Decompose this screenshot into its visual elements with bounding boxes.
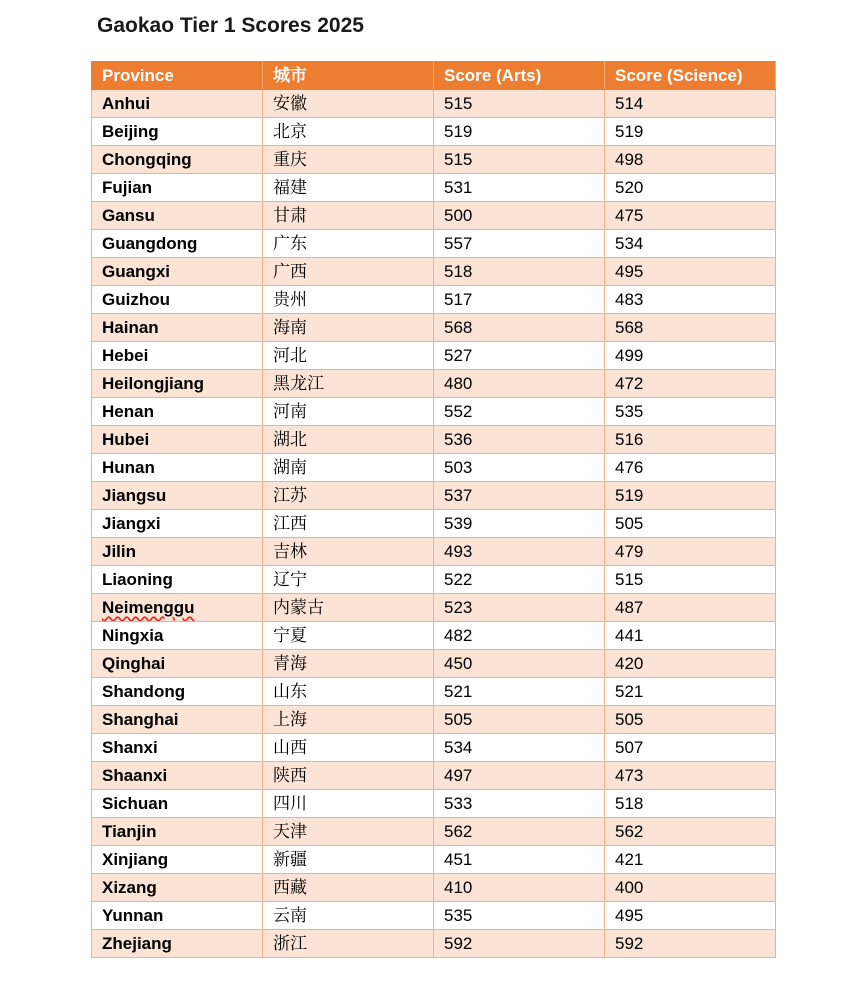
score-science-cell-text: 507 — [615, 738, 644, 757]
table-row — [92, 454, 776, 482]
city-cell — [263, 678, 434, 706]
score-science-cell — [605, 706, 776, 734]
score-science-cell-text: 420 — [615, 654, 644, 673]
score-arts-cell-text: 534 — [444, 738, 473, 757]
score-arts-cell — [434, 174, 605, 202]
province-cell — [92, 594, 263, 622]
province-cell — [92, 370, 263, 398]
score-science-cell-text: 534 — [615, 234, 644, 253]
city-cell — [263, 622, 434, 650]
score-science-cell — [605, 622, 776, 650]
score-science-cell-text: 514 — [615, 94, 644, 113]
province-cell-text: Xinjiang — [102, 850, 169, 869]
table-row — [92, 342, 776, 370]
province-cell — [92, 706, 263, 734]
province-cell — [92, 566, 263, 594]
score-arts-cell-text: 536 — [444, 430, 473, 449]
city-cell-text: 黑龙江 — [273, 374, 324, 393]
city-cell — [263, 314, 434, 342]
province-cell-text: Neimenggu — [102, 598, 195, 617]
score-science-cell-text: 505 — [615, 514, 644, 533]
table-row — [92, 790, 776, 818]
province-cell-text: Hainan — [102, 318, 159, 337]
score-science-cell — [605, 594, 776, 622]
city-cell — [263, 930, 434, 958]
score-arts-cell — [434, 482, 605, 510]
city-cell-text: 吉林 — [273, 542, 307, 561]
province-cell — [92, 342, 263, 370]
city-cell-text: 陕西 — [273, 766, 307, 785]
score-arts-cell — [434, 146, 605, 174]
score-science-cell-text: 495 — [615, 262, 644, 281]
province-cell — [92, 174, 263, 202]
city-cell-text: 江西 — [273, 514, 307, 533]
province-cell-text: Guangdong — [102, 234, 198, 253]
score-science-cell-text: 562 — [615, 822, 644, 841]
score-arts-cell — [434, 398, 605, 426]
city-cell — [263, 202, 434, 230]
score-science-cell-text: 520 — [615, 178, 644, 197]
score-arts-cell-text: 562 — [444, 822, 473, 841]
city-cell-text: 北京 — [273, 122, 307, 141]
table-row — [92, 174, 776, 202]
province-cell-text: Henan — [102, 402, 154, 421]
score-science-cell — [605, 566, 776, 594]
province-cell-text: Ningxia — [102, 626, 164, 645]
table-row — [92, 566, 776, 594]
score-science-cell — [605, 174, 776, 202]
score-science-cell — [605, 482, 776, 510]
city-cell — [263, 510, 434, 538]
province-cell-text: Sichuan — [102, 794, 169, 813]
province-cell — [92, 90, 263, 118]
province-cell-text: Liaoning — [102, 570, 173, 589]
table-row — [92, 482, 776, 510]
province-cell — [92, 426, 263, 454]
province-cell — [92, 482, 263, 510]
province-cell — [92, 874, 263, 902]
table-row — [92, 818, 776, 846]
city-cell — [263, 118, 434, 146]
city-cell-text: 湖南 — [273, 458, 307, 477]
score-arts-cell — [434, 230, 605, 258]
score-science-cell — [605, 510, 776, 538]
score-science-cell — [605, 230, 776, 258]
score-science-cell — [605, 762, 776, 790]
score-arts-cell-text: 515 — [444, 94, 473, 113]
score-arts-cell — [434, 538, 605, 566]
score-science-cell-text: 518 — [615, 794, 644, 813]
table-row — [92, 846, 776, 874]
table-row — [92, 146, 776, 174]
score-arts-cell-text: 592 — [444, 934, 473, 953]
city-cell-text: 宁夏 — [273, 626, 307, 645]
city-cell-text: 福建 — [273, 178, 307, 197]
province-cell — [92, 286, 263, 314]
score-arts-cell — [434, 790, 605, 818]
score-arts-cell — [434, 118, 605, 146]
score-science-cell — [605, 902, 776, 930]
table-row — [92, 622, 776, 650]
score-arts-cell — [434, 90, 605, 118]
score-science-cell — [605, 846, 776, 874]
score-arts-cell-text: 531 — [444, 178, 473, 197]
score-arts-cell — [434, 258, 605, 286]
table-row — [92, 706, 776, 734]
province-cell-text: Yunnan — [102, 906, 164, 925]
table-row — [92, 286, 776, 314]
province-cell-text: Beijing — [102, 122, 159, 141]
score-arts-cell — [434, 370, 605, 398]
province-cell-text: Guizhou — [102, 290, 170, 309]
score-arts-cell-text: 500 — [444, 206, 473, 225]
province-cell — [92, 230, 263, 258]
score-arts-cell-text: 533 — [444, 794, 473, 813]
province-cell — [92, 398, 263, 426]
province-cell — [92, 622, 263, 650]
score-science-cell — [605, 426, 776, 454]
province-cell-text: Guangxi — [102, 262, 171, 281]
score-science-cell-text: 516 — [615, 430, 644, 449]
score-science-cell-text: 498 — [615, 150, 644, 169]
header-city: 城市 — [263, 62, 434, 90]
province-cell — [92, 314, 263, 342]
score-arts-cell — [434, 678, 605, 706]
city-cell — [263, 146, 434, 174]
province-cell — [92, 734, 263, 762]
province-cell — [92, 202, 263, 230]
score-arts-cell-text: 519 — [444, 122, 473, 141]
score-science-cell-text: 505 — [615, 710, 644, 729]
score-science-cell — [605, 146, 776, 174]
table-row — [92, 90, 776, 118]
score-arts-cell-text: 527 — [444, 346, 473, 365]
header-province: Province — [92, 62, 263, 90]
score-arts-cell-text: 537 — [444, 486, 473, 505]
score-science-cell — [605, 930, 776, 958]
score-science-cell-text: 441 — [615, 626, 644, 645]
city-cell — [263, 650, 434, 678]
score-science-cell — [605, 314, 776, 342]
score-arts-cell — [434, 426, 605, 454]
score-science-cell-text: 519 — [615, 122, 644, 141]
score-arts-cell — [434, 286, 605, 314]
table-row — [92, 398, 776, 426]
city-cell-text: 海南 — [273, 318, 307, 337]
city-cell-text: 广西 — [273, 262, 307, 281]
table-body — [92, 90, 776, 958]
table-row — [92, 314, 776, 342]
city-cell-text: 贵州 — [273, 290, 307, 309]
city-cell — [263, 566, 434, 594]
score-arts-cell-text: 517 — [444, 290, 473, 309]
score-arts-cell-text: 568 — [444, 318, 473, 337]
city-cell — [263, 398, 434, 426]
province-cell-text: Hebei — [102, 346, 149, 365]
score-science-cell — [605, 118, 776, 146]
score-science-cell-text: 421 — [615, 850, 644, 869]
city-cell — [263, 734, 434, 762]
score-science-cell-text: 483 — [615, 290, 644, 309]
city-cell — [263, 454, 434, 482]
score-science-cell-text: 521 — [615, 682, 644, 701]
score-science-cell — [605, 734, 776, 762]
table-row — [92, 650, 776, 678]
city-cell — [263, 230, 434, 258]
score-science-cell-text: 487 — [615, 598, 644, 617]
score-arts-cell — [434, 874, 605, 902]
province-cell-text: Shanxi — [102, 738, 158, 757]
score-science-cell-text: 473 — [615, 766, 644, 785]
province-cell-text: Hunan — [102, 458, 155, 477]
score-science-cell — [605, 342, 776, 370]
score-arts-cell-text: 493 — [444, 542, 473, 561]
city-cell-text: 广东 — [273, 234, 307, 253]
score-science-cell-text: 515 — [615, 570, 644, 589]
score-science-cell — [605, 790, 776, 818]
province-cell-text: Xizang — [102, 878, 157, 897]
province-cell — [92, 930, 263, 958]
score-arts-cell — [434, 454, 605, 482]
province-cell-text: Anhui — [102, 94, 151, 113]
city-cell-text: 上海 — [273, 710, 307, 729]
city-cell-text: 内蒙古 — [273, 598, 324, 617]
province-cell-text: Jilin — [102, 542, 137, 561]
city-cell-text: 河北 — [273, 346, 307, 365]
score-arts-cell-text: 505 — [444, 710, 473, 729]
table-row — [92, 594, 776, 622]
score-science-cell-text: 475 — [615, 206, 644, 225]
score-science-cell-text: 495 — [615, 906, 644, 925]
table-row — [92, 370, 776, 398]
province-cell-text: Qinghai — [102, 654, 166, 673]
header-score-arts: Score (Arts) — [434, 62, 605, 90]
table-row — [92, 258, 776, 286]
province-cell-text: Jiangsu — [102, 486, 167, 505]
score-science-cell-text: 499 — [615, 346, 644, 365]
city-cell — [263, 90, 434, 118]
score-science-cell — [605, 286, 776, 314]
score-arts-cell — [434, 622, 605, 650]
score-science-cell-text: 400 — [615, 878, 644, 897]
score-science-cell-text: 476 — [615, 458, 644, 477]
table-row — [92, 202, 776, 230]
province-cell — [92, 818, 263, 846]
province-cell-text: Tianjin — [102, 822, 157, 841]
table-row — [92, 426, 776, 454]
city-cell — [263, 594, 434, 622]
score-science-cell — [605, 874, 776, 902]
score-arts-cell — [434, 734, 605, 762]
province-cell — [92, 902, 263, 930]
table-row — [92, 678, 776, 706]
score-arts-cell — [434, 202, 605, 230]
city-cell — [263, 342, 434, 370]
score-science-cell — [605, 454, 776, 482]
score-arts-cell — [434, 930, 605, 958]
score-science-cell — [605, 678, 776, 706]
score-science-cell-text: 568 — [615, 318, 644, 337]
table-row — [92, 230, 776, 258]
city-cell — [263, 762, 434, 790]
city-cell — [263, 482, 434, 510]
province-cell — [92, 650, 263, 678]
city-cell — [263, 286, 434, 314]
table-row — [92, 902, 776, 930]
city-cell — [263, 846, 434, 874]
score-science-cell — [605, 370, 776, 398]
score-arts-cell — [434, 594, 605, 622]
province-cell — [92, 146, 263, 174]
city-cell-text: 河南 — [273, 402, 307, 421]
score-arts-cell-text: 523 — [444, 598, 473, 617]
score-arts-cell-text: 552 — [444, 402, 473, 421]
score-arts-cell — [434, 650, 605, 678]
document-title: Gaokao Tier 1 Scores 2025 — [97, 14, 364, 37]
score-science-cell-text: 535 — [615, 402, 644, 421]
score-arts-cell — [434, 706, 605, 734]
province-cell-text: Shaanxi — [102, 766, 168, 785]
score-arts-cell-text: 515 — [444, 150, 473, 169]
city-cell-text: 青海 — [273, 654, 307, 673]
table-row — [92, 538, 776, 566]
city-cell-text: 山西 — [273, 738, 307, 757]
score-science-cell — [605, 90, 776, 118]
score-science-cell-text: 592 — [615, 934, 644, 953]
city-cell-text: 浙江 — [273, 934, 307, 953]
score-science-cell-text: 519 — [615, 486, 644, 505]
score-arts-cell-text: 410 — [444, 878, 473, 897]
city-cell-text: 西藏 — [273, 878, 307, 897]
city-cell-text: 湖北 — [273, 430, 307, 449]
score-arts-cell-text: 522 — [444, 570, 473, 589]
score-science-cell — [605, 398, 776, 426]
province-cell — [92, 454, 263, 482]
city-cell — [263, 818, 434, 846]
table-row — [92, 930, 776, 958]
province-cell — [92, 538, 263, 566]
score-science-cell — [605, 818, 776, 846]
score-science-cell-text: 472 — [615, 374, 644, 393]
score-arts-cell-text: 521 — [444, 682, 473, 701]
score-arts-cell — [434, 342, 605, 370]
score-science-cell — [605, 258, 776, 286]
city-cell-text: 山东 — [273, 682, 307, 701]
city-cell-text: 安徽 — [273, 94, 307, 113]
score-arts-cell-text: 518 — [444, 262, 473, 281]
score-arts-cell-text: 482 — [444, 626, 473, 645]
table-row — [92, 874, 776, 902]
city-cell — [263, 174, 434, 202]
city-cell-text: 江苏 — [273, 486, 307, 505]
city-cell-text: 辽宁 — [273, 570, 307, 589]
score-science-cell — [605, 538, 776, 566]
city-cell — [263, 874, 434, 902]
city-cell — [263, 426, 434, 454]
city-cell-text: 甘肃 — [273, 206, 307, 225]
scores-table — [91, 61, 776, 958]
table-header-row — [92, 62, 776, 90]
province-cell-text: Gansu — [102, 206, 155, 225]
province-cell — [92, 258, 263, 286]
city-cell — [263, 902, 434, 930]
table-row — [92, 510, 776, 538]
score-arts-cell-text: 450 — [444, 654, 473, 673]
score-arts-cell — [434, 846, 605, 874]
province-cell-text: Hubei — [102, 430, 150, 449]
province-cell — [92, 790, 263, 818]
province-cell-text: Chongqing — [102, 150, 192, 169]
city-cell-text: 新疆 — [273, 850, 307, 869]
score-arts-cell — [434, 314, 605, 342]
score-arts-cell-text: 503 — [444, 458, 473, 477]
province-cell-text: Shanghai — [102, 710, 179, 729]
score-science-cell-text: 479 — [615, 542, 644, 561]
city-cell-text: 云南 — [273, 906, 307, 925]
score-arts-cell — [434, 818, 605, 846]
header-score-science: Score (Science) — [605, 62, 776, 90]
city-cell-text: 天津 — [273, 822, 307, 841]
table-row — [92, 762, 776, 790]
province-cell — [92, 678, 263, 706]
city-cell — [263, 538, 434, 566]
province-cell — [92, 846, 263, 874]
province-cell — [92, 118, 263, 146]
province-cell-text: Zhejiang — [102, 934, 172, 953]
score-arts-cell — [434, 566, 605, 594]
city-cell — [263, 370, 434, 398]
score-arts-cell-text: 497 — [444, 766, 473, 785]
city-cell-text: 四川 — [273, 794, 307, 813]
score-arts-cell — [434, 902, 605, 930]
province-cell-text: Shandong — [102, 682, 186, 701]
province-cell-text: Jiangxi — [102, 514, 161, 533]
score-arts-cell-text: 451 — [444, 850, 473, 869]
province-cell-text: Heilongjiang — [102, 374, 204, 393]
score-arts-cell-text: 480 — [444, 374, 473, 393]
province-cell — [92, 762, 263, 790]
table-row — [92, 734, 776, 762]
score-arts-cell-text: 539 — [444, 514, 473, 533]
table-row — [92, 118, 776, 146]
score-arts-cell — [434, 510, 605, 538]
score-science-cell — [605, 650, 776, 678]
score-arts-cell-text: 535 — [444, 906, 473, 925]
province-cell-text: Fujian — [102, 178, 153, 197]
city-cell — [263, 706, 434, 734]
score-arts-cell-text: 557 — [444, 234, 473, 253]
score-science-cell — [605, 202, 776, 230]
province-cell — [92, 510, 263, 538]
city-cell — [263, 790, 434, 818]
score-arts-cell — [434, 762, 605, 790]
city-cell-text: 重庆 — [273, 150, 307, 169]
city-cell — [263, 258, 434, 286]
